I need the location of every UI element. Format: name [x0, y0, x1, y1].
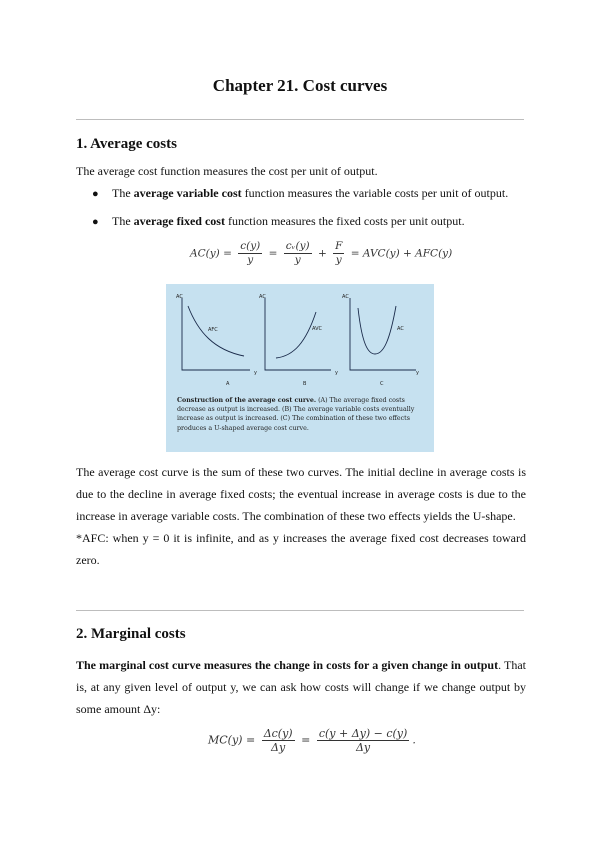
average-cost-formula: AC(y) = $\frac{c(y)}{y}$ = $\frac{\text{cᵥ(y)}}{y}$ + $\frac{F}{y}$ = AVC(y) + AFC(y): [190, 240, 453, 266]
afc-note: *AFC: when y = 0 it is infinite, and as y increases the average fixed cost decreases toward zero.: [76, 531, 526, 567]
bullet-term: average fixed cost: [133, 214, 225, 228]
panel-c-axes: [350, 298, 416, 370]
curve-label: AC: [397, 326, 404, 332]
panel-label: C: [380, 381, 384, 387]
formula-fraction: [284, 240, 312, 267]
numerator: c(y + Δy) − c(y): [318, 727, 408, 740]
formula-fraction: [317, 727, 410, 754]
bullet-icon: ●: [92, 216, 99, 228]
figure-caption: [177, 396, 427, 433]
average-cost-intro: The average cost function measures the cost per unit of output.: [76, 164, 378, 178]
formula-term: MC(y) =: [208, 733, 259, 747]
marginal-cost-paragraph: [76, 654, 526, 720]
formula-term: =: [297, 733, 314, 747]
bullet-text: function measures the fixed costs per unit output.: [224, 214, 465, 228]
bullet-text: function measures the variable costs per unit of output.: [241, 186, 509, 200]
axis-label: y: [416, 370, 419, 376]
axis-label: y: [254, 370, 257, 376]
chapter-title: Chapter 21. Cost curves: [212, 76, 388, 95]
formula-term: = AVC(y) + AFC(y): [350, 247, 453, 260]
caption-body: (A) The average fixed costs decrease as output is increased. (B) The average variable costs eventually increase as output is increased. (C) The combination of these two effects produces a U-shaped average cost curve.: [177, 397, 415, 432]
numerator: c(y): [240, 240, 261, 252]
bullet-icon: ●: [92, 188, 99, 200]
denominator: y: [247, 254, 254, 266]
marginal-cost-formula: [208, 727, 416, 754]
bullet-term: average variable cost: [133, 186, 242, 200]
formula-term: .: [412, 733, 416, 747]
avc-curve: [276, 312, 316, 358]
formula-term: AC(y) =: [190, 247, 236, 260]
average-cost-explanation: The average cost curve is the sum of these two curves. The initial decline in average costs is due to the decline in average fixed costs; the eventual increase in average costs is due to the increase in average variable costs. The combination of these two effects yields the U-shape.: [76, 465, 526, 523]
numerator: F: [335, 240, 343, 252]
caption-title: Construction of the average cost curve.: [177, 397, 317, 404]
marginal-cost-text: . That is, at any given level of output y, we can ask how costs will change if we change output by some amount Δy:: [76, 658, 526, 716]
curve-label: AFC: [208, 327, 218, 333]
axis-label: AC: [176, 294, 183, 300]
panel-label: B: [303, 381, 307, 387]
formula-fraction: [333, 240, 344, 267]
denominator: Δy: [355, 741, 371, 754]
axis-label: AC: [342, 294, 349, 300]
denominator: Δy: [271, 741, 286, 754]
numerator: cᵥ(y): [285, 240, 310, 252]
formula-fraction: [262, 727, 295, 754]
section-heading-average-costs: 1. Average costs: [76, 136, 177, 152]
panel-b-axes: [265, 298, 331, 370]
axis-label: AC: [259, 294, 266, 300]
ac-curve: [358, 306, 396, 354]
numerator: Δc(y): [263, 727, 293, 740]
axis-label: y: [335, 370, 338, 376]
panel-a-axes: [182, 298, 250, 370]
section-divider: [76, 610, 524, 611]
cost-curves-diagram: [166, 284, 434, 396]
section-heading-marginal-costs: 2. Marginal costs: [76, 626, 186, 642]
denominator: y: [335, 254, 342, 266]
curve-label: AVC: [312, 326, 323, 332]
panel-label: A: [226, 381, 230, 387]
formula-fraction: [238, 240, 262, 267]
bullet-text: The: [112, 214, 134, 228]
bullet-text: The: [112, 186, 134, 200]
bullet-item-avc: [92, 186, 508, 201]
section-divider: [76, 119, 524, 120]
bullet-item-afc: [92, 214, 465, 229]
cost-curves-figure: [166, 284, 434, 452]
denominator: y: [294, 254, 301, 266]
marginal-cost-definition: The marginal cost curve measures the change in costs for a given change in output: [76, 658, 499, 672]
